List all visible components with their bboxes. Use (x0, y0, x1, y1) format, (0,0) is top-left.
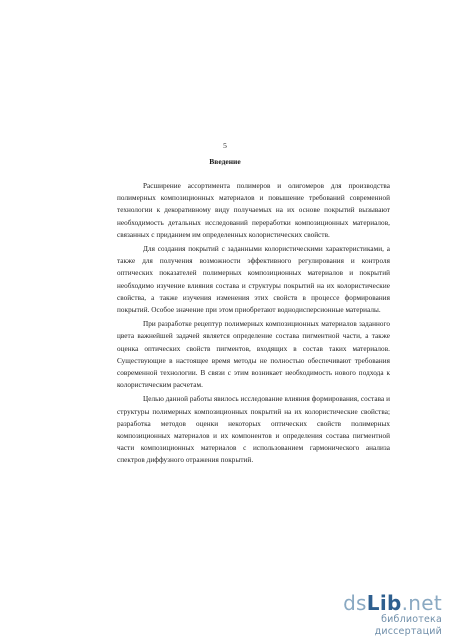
paragraph: Целью данной работы явилось исследование влияния формирования, состава и структуры полимерных композиционных покрытий на их колористические свойства; разработка методов оценки некоторых оптических свойств полимерных композиционных материалов и их компонентов и определения состава пигментной части композиционных материалов с использованием гармонического анализа спектров диффузного отражения покрытий. (117, 395, 390, 465)
paragraph: Расширение ассортимента полимеров и олигомеров для производства полимерных композиционных материалов и повышение требований современной технологии к декоративному виду получаемых на их основе покрытий вызывают необходимость детальных исследований переработки композиционных материалов, связанных с приданием им определенных колористических свойств. (117, 182, 390, 239)
dslib-watermark[interactable] (322, 591, 442, 637)
body-text (117, 180, 390, 467)
logo-lib: Lib (366, 591, 402, 615)
dslib-logo (322, 592, 442, 614)
logo-ds: ds (343, 591, 367, 615)
page-number: 5 (223, 141, 227, 150)
logo-net: .net (401, 591, 442, 615)
watermark-subtitle: библиотека диссертаций (374, 614, 442, 637)
paragraph: При разработке рецептур полимерных композиционных материалов заданного цвета важнейшей задачей является определение состава пигментной части, а также оценка оптических свойств пигментов, входящих в состав таких материалов. Существующие в настоящее время методы не полностью обеспечивают требования современной технологии. В связи с этим возникает необходимость нового подхода к колористическим расчетам. (117, 320, 390, 390)
section-heading: Введение (209, 157, 241, 166)
paragraph: Для создания покрытий с заданными колористическими характеристиками, а также для получения возможности эффективного регулирования и контроля оптических показателей полимерных композиционных материалов и покрытий необходимо изучение влияния состава и структуры покрытий на их колористические свойства, а также изучения изменения этих свойств в процессе формирования покрытий. Особое значение при этом приобретают воднодисперсионные материалы. (117, 245, 390, 315)
